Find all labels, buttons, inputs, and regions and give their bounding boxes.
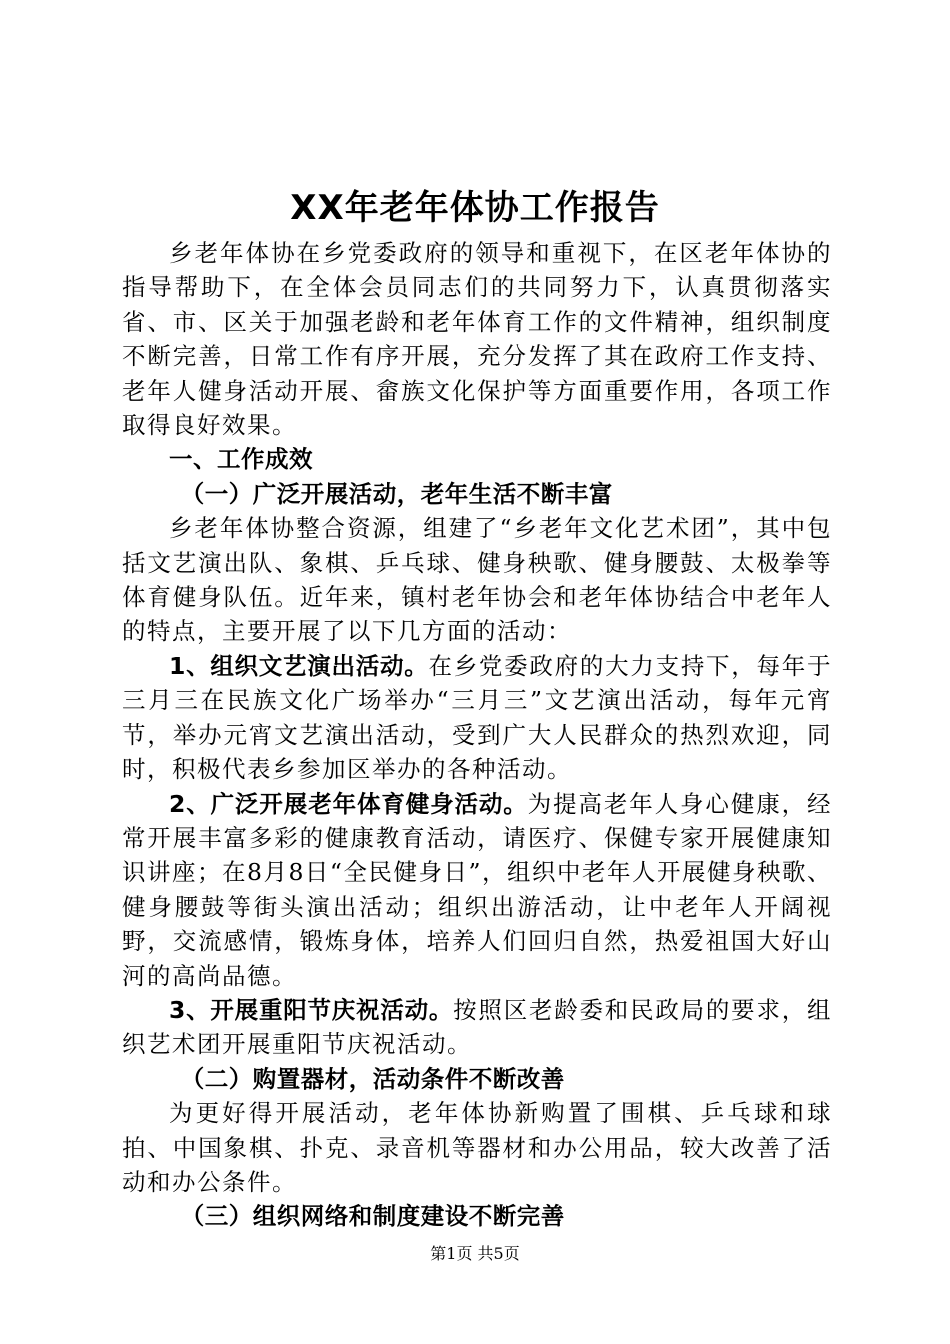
activities-paragraph: 乡老年体协整合资源，组建了“乡老年文化艺术团”，其中包括文艺演出队、象棋、乒乓球、健身秧歌、健身腰鼓、太极拳等体育健身队伍。近年来，镇村老年协会和老年体协结合中老年人的特点，主要开展了以下几方面的活动： <box>122 514 832 646</box>
item-double-ninth-text: 按照区老龄委和民政局的要求，组织艺术团开展重阳节庆祝活动。 <box>122 995 833 1059</box>
item-fitness-lead: 2、广泛开展老年体育健身活动。 <box>169 789 528 818</box>
item-fitness-text: 为提高老年人身心健康，经常开展丰富多彩的健康教育活动，请医疗、保健专家开展健康知识讲座；在8月8日“全民健身日”，组织中老年人开展健身秧歌、健身腰鼓等街头演出活动；组织出游活动，让中老年人开阔视野，交流感情，锻炼身体，培养人们回归自然，热爱祖国大好山河的高尚品德。 <box>122 789 832 990</box>
intro-paragraph: 乡老年体协在乡党委政府的领导和重视下，在区老年体协的指导帮助下，在全体会员同志们的共同努力下，认真贯彻落实省、市、区关于加强老龄和老年体育工作的文件精神，组织制度不断完善，日常工作有序开展，充分发挥了其在政府工作支持、老年人健身活动开展、畲族文化保护等方面重要作用，各项工作取得良好效果。 <box>122 239 832 440</box>
item-performances <box>122 649 832 787</box>
subsection-heading-equipment: （二）购置器材，活动条件不断改善 <box>180 1064 565 1093</box>
section-heading-achievements: 一、工作成效 <box>169 445 313 474</box>
page-number: 第1页 共5页 <box>430 1244 520 1263</box>
subsection-heading-organization: （三）组织网络和制度建设不断完善 <box>180 1202 565 1231</box>
subsection-heading-activities: （一）广泛开展活动，老年生活不断丰富 <box>180 479 613 508</box>
item-performances-lead: 1、组织文艺演出活动。 <box>169 651 429 680</box>
item-double-ninth <box>122 993 832 1062</box>
equipment-paragraph: 为更好得开展活动，老年体协新购置了围棋、乒乓球和球拍、中国象棋、扑克、录音机等器材和办公用品，较大改善了活动和办公条件。 <box>122 1099 832 1196</box>
document-title: XX年老年体协工作报告 <box>290 188 660 228</box>
document-body <box>122 236 832 1234</box>
item-fitness <box>122 787 832 993</box>
item-performances-text: 在乡党委政府的大力支持下，每年于三月三在民族文化广场举办“三月三”文艺演出活动，每年元宵节，举办元宵文艺演出活动，受到广大人民群众的热烈欢迎，同时，积极代表乡参加区举办的各种活动。 <box>122 651 832 784</box>
item-double-ninth-lead: 3、开展重阳节庆祝活动。 <box>169 995 454 1024</box>
